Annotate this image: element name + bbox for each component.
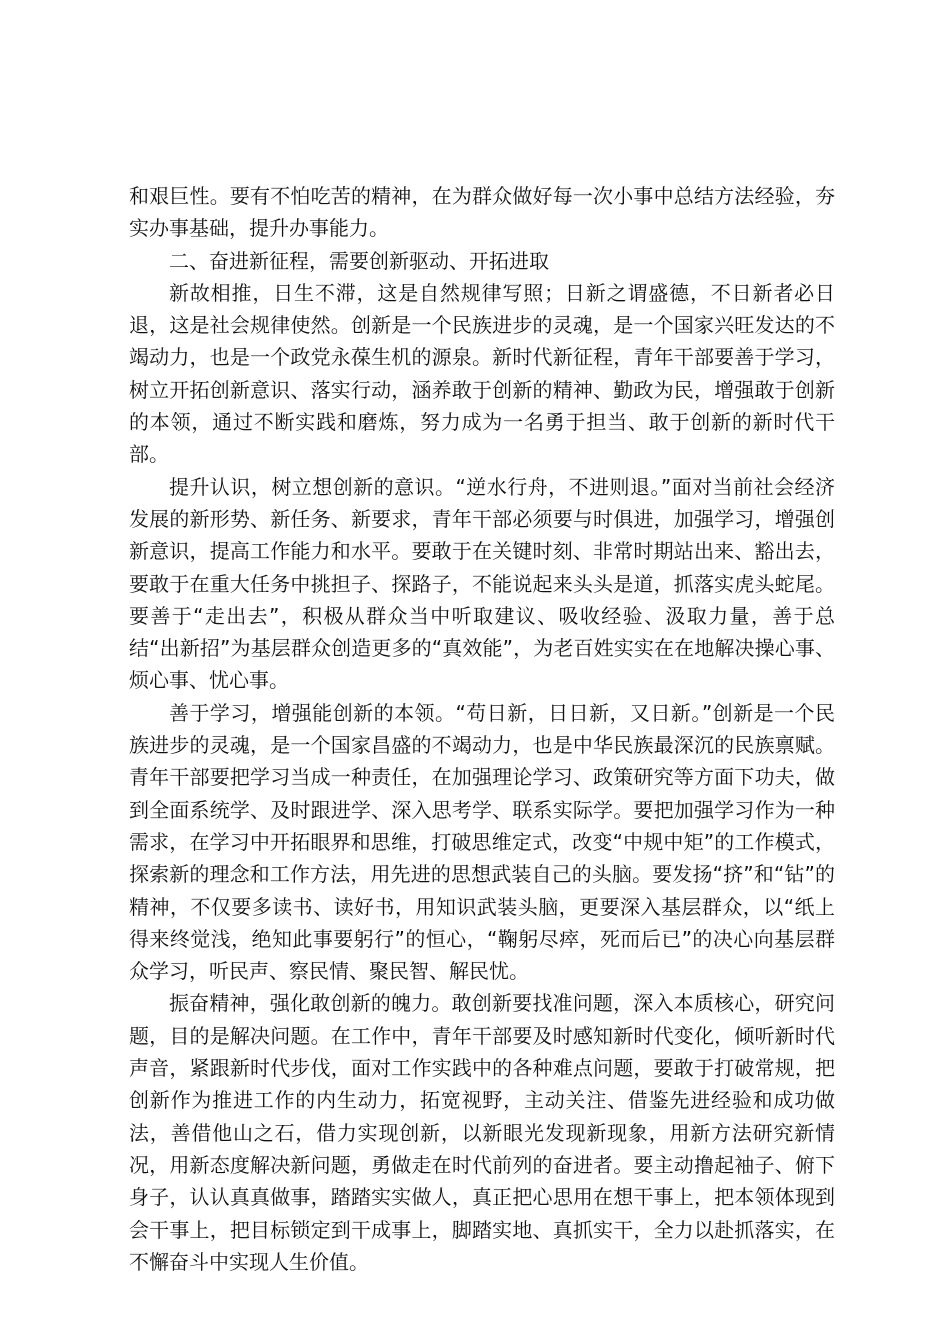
document-body (129, 180, 835, 1278)
paragraph: 振奋精神，强化敢创新的魄力。敢创新要找准问题，深入本质核心，研究问题，目的是解决问题。在工作中，青年干部要及时感知新时代变化，倾听新时代声音，紧跟新时代步伐，面对工作实践中的各种难点问题，要敢于打破常规，把创新作为推进工作的内生动力，拓宽视野，主动关注、借鉴先进经验和成功做法，善借他山之石，借力实现创新，以新眼光发现新现象，用新方法研究新情况，用新态度解决新问题，勇做走在时代前列的奋进者。要主动撸起袖子、俯下身子，认认真真做事，踏踏实实做人，真正把心思用在想干事上，把本领体现到会干事上，把目标锁定到干成事上，脚踏实地、真抓实干，全力以赴抓落实，在不懈奋斗中实现人生价值。 (129, 991, 835, 1274)
paragraph: 新故相推，日生不滞，这是自然规律写照；日新之谓盛德，不日新者必日退，这是社会规律使然。创新是一个民族进步的灵魂，是一个国家兴旺发达的不竭动力，也是一个政党永葆生机的源泉。新时代新征程，青年干部要善于学习，树立开拓创新意识、落实行动，涵养敢于创新的精神、勤政为民，增强敢于创新的本领，通过不断实践和磨炼，努力成为一名勇于担当、敢于创新的新时代干部。 (129, 280, 835, 467)
paragraph: 善于学习，增强能创新的本领。“苟日新，日日新，又日新。”创新是一个民族进步的灵魂，是一个国家昌盛的不竭动力，也是中华民族最深沉的民族禀赋。青年干部要把学习当成一种责任，在加强理论学习、政策研究等方面下功夫，做到全面系统学、及时跟进学、深入思考学、联系实际学。要把加强学习作为一种需求，在学习中开拓眼界和思维，打破思维定式，改变“中规中矩”的工作模式，探索新的理念和工作方法，用先进的思想武装自己的头脑。要发扬“挤”和“钻”的精神，不仅要多读书、读好书，用知识武装头脑，更要深入基层群众，以“纸上得来终觉浅，绝知此事要躬行”的恒心，“鞠躬尽瘁，死而后已”的决心向基层群众学习，听民声、察民情、聚民智、解民忧。 (129, 700, 835, 984)
paragraph: 提升认识，树立想创新的意识。“逆水行舟，不进则退。”面对当前社会经济发展的新形势、新任务、新要求，青年干部必须要与时俱进，加强学习，增强创新意识，提高工作能力和水平。要敢于在关键时刻、非常时期站出来、豁出去，要敢于在重大任务中挑担子、探路子，不能说起来头头是道，抓落实虎头蛇尾。要善于“走出去”，积极从群众当中听取建议、吸收经验、汲取力量，善于总结“出新招”为基层群众创造更多的“真效能”，为老百姓实实在在地解决操心事、烦心事、忧心事。 (129, 474, 835, 693)
paragraph-continuation: 和艰巨性。要有不怕吃苦的精神，在为群众做好每一次小事中总结方法经验，夯实办事基础，提升办事能力。 (129, 184, 835, 241)
section-heading: 二、奋进新征程，需要创新驱动、开拓进取 (169, 248, 549, 273)
